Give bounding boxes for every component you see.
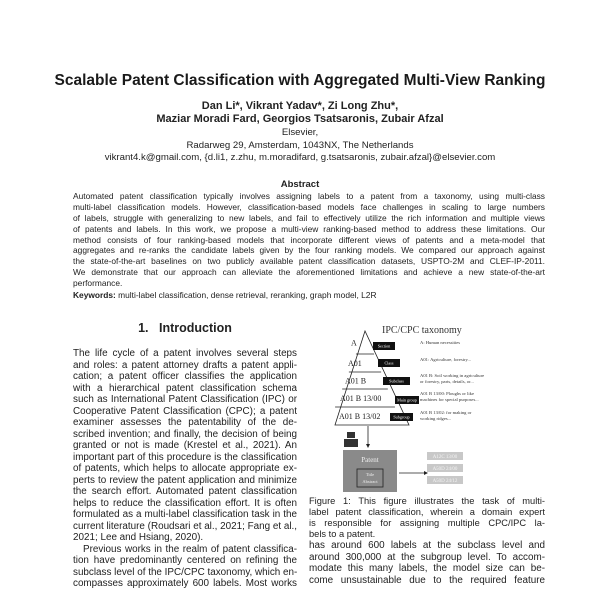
level-description: A01: Agriculture, forestry... xyxy=(420,357,471,362)
level-tag: Main group xyxy=(397,397,417,403)
text-line: around 300,000 at the subgroup level. To accom- xyxy=(309,551,545,563)
text-line: the search effort. Automated patent classification xyxy=(73,486,297,497)
text-line: is responsible for assigning multiple CPC/IPC la- xyxy=(309,518,545,528)
text-line: scribed invention; and finally, the decision of being xyxy=(73,428,297,440)
left-column-text xyxy=(73,348,297,590)
level-tag: Section xyxy=(377,343,391,349)
keywords-label: Keywords: xyxy=(73,290,116,300)
output-label: A12C 13/00 xyxy=(432,454,458,460)
figure-caption xyxy=(309,496,545,540)
keywords-text: multi-label classification, dense retrieval, reranking, graph model, L2R xyxy=(115,290,377,300)
text-line: of patents and labels. In this work, we propose a multi-view ranking-based method to address these limitations. Our xyxy=(73,223,545,234)
affiliation-address: Radarweg 29, Amsterdam, 1043NX, The Netherlands xyxy=(186,139,414,151)
text-line: We demonstrate that our approach can alleviate the aforementioned limitations and achieve a new state-of-the-art xyxy=(73,267,545,278)
text-line: cation; a patent officer classifies the application xyxy=(73,371,297,382)
text-line: multi-label classification models. However, classification-based models face challenges in scaling to large numbers xyxy=(73,201,545,212)
text-line: The life cycle of a patent involves several steps xyxy=(73,348,297,359)
patent-label: Patent xyxy=(361,456,379,464)
level-tag: Class xyxy=(384,360,394,366)
text-line: modate this many labels, the model size can be- xyxy=(309,563,545,574)
text-line: Cooperative Patent Classification (CPC); a patent xyxy=(73,405,297,417)
output-label: A50D 24/00 xyxy=(432,466,458,472)
figure-1 xyxy=(300,318,550,496)
text-line: current literature (Roudsari et al., 2021; Fang et al., xyxy=(73,520,297,532)
text-line: perts to review the patent application and minimize xyxy=(73,474,297,486)
level-description: machines for special purposes... xyxy=(420,397,479,402)
text-line: 2021; Lee and Hsiang, 2020). xyxy=(73,532,204,543)
text-line: the state-of-the-art baselines on two publicly available patent classification datasets, USPTO-2M and CLEF-IP-2011. xyxy=(73,256,545,267)
text-line: of labels, struggle with generalizing to new labels, and fail to effectively utilize the rich information and multiple views xyxy=(73,212,545,223)
text-line: Previous works in the realm of patent classifica- xyxy=(83,543,297,555)
text-line: helps to reduce the classification effort. It is often xyxy=(73,497,297,509)
level-tag: Subclass xyxy=(389,378,404,384)
section-number: 1. xyxy=(138,321,149,335)
keywords xyxy=(73,290,377,300)
text-line: of patents, which helps to allocate appropriate ex- xyxy=(73,463,297,474)
section-title: Introduction xyxy=(158,321,232,335)
author-list xyxy=(0,100,600,126)
text-line: compasses approximately 600 labels. Most works xyxy=(73,578,297,589)
text-line: Figure 1: This figure illustrates the task of multi- xyxy=(309,496,545,506)
text-line: examiner assesses the patentability of the de- xyxy=(73,417,297,428)
text-line: aggregates and re-ranks the candidate labels given by the four ranking models. We compared our approach against xyxy=(73,245,545,256)
text-line: has around 600 labels at the subclass level and xyxy=(309,540,545,551)
level-code: A01 xyxy=(348,359,362,368)
level-code: A xyxy=(351,338,357,348)
abstract-heading: Abstract xyxy=(280,179,320,190)
level-description: A: Human necessities xyxy=(420,340,461,345)
text-line: with a hierarchical patent classification schema xyxy=(73,382,297,394)
text-line: important part of this procedure is the classification xyxy=(73,451,297,463)
level-description: working ridges... xyxy=(420,416,452,421)
text-line: label patent classification, wherein a domain expert xyxy=(309,507,545,517)
affiliation-org: Elsevier, xyxy=(281,127,319,138)
level-tag: Subgroup xyxy=(393,414,410,420)
level-description: or forestry, parts, details, or... xyxy=(420,379,474,384)
text-line: and roles: a patent attorney drafts a patent appli- xyxy=(73,359,297,371)
right-column-text xyxy=(309,540,545,586)
level-description: A01 B 13/00: Ploughs or like xyxy=(420,391,474,396)
abstract-body xyxy=(73,191,545,289)
text-line: performance. xyxy=(73,278,123,289)
text-line: such as International Patent Classification (IPC) or xyxy=(73,394,297,405)
text-line: granted or not is made (Krestel et al., 2021). An xyxy=(73,440,297,451)
section-heading xyxy=(73,321,297,335)
patent-inner-abstract: Abstract xyxy=(362,479,378,484)
computer-icon xyxy=(344,432,358,447)
level-code: A01 B 13/00 xyxy=(340,394,382,403)
text-line: bels to a patent. xyxy=(309,529,376,539)
paper-title: Scalable Patent Classification with Aggregated Multi-View Ranking xyxy=(54,72,546,89)
text-line: come unsustainable due to the required feature xyxy=(309,574,545,586)
text-line: method consists of four ranking-based models that incorporate different views of patents and a meta-model that xyxy=(73,234,545,245)
level-description: A01 B: Soil working in agriculture xyxy=(420,373,485,378)
text-line: formulated as a multi-label classification task in the xyxy=(73,509,297,520)
figure-title: IPC/CPC taxonomy xyxy=(382,325,462,336)
level-code: A01 B xyxy=(345,376,367,386)
level-description: A01 B 13/02: for making or xyxy=(420,410,472,415)
output-label: A50D 24/12 xyxy=(432,478,458,484)
patent-inner-title: Title xyxy=(365,472,375,477)
authors-line-1: Dan Li*, Vikrant Yadav*, Zi Long Zhu*, xyxy=(201,100,399,112)
affiliation xyxy=(0,127,600,165)
text-line: subclass level of the IPC/CPC taxonomy, which en- xyxy=(73,566,298,578)
text-line: Automated patent classification typically involves assigning labels to a patent from a taxonomy, using multi-class xyxy=(73,191,545,201)
authors-line-2: Maziar Moradi Fard, Georgios Tsatsaronis, Zubair Afzal xyxy=(156,113,444,125)
text-line: tion have predominantly centered on refining the xyxy=(73,555,297,566)
level-code: A01 B 13/02 xyxy=(339,412,381,421)
affiliation-emails: vikrant4.k@gmail.com, {d.li1, z.zhu, m.moradifard, g.tsatsaronis, zubair.afzal}@elsevier.com xyxy=(104,152,496,163)
